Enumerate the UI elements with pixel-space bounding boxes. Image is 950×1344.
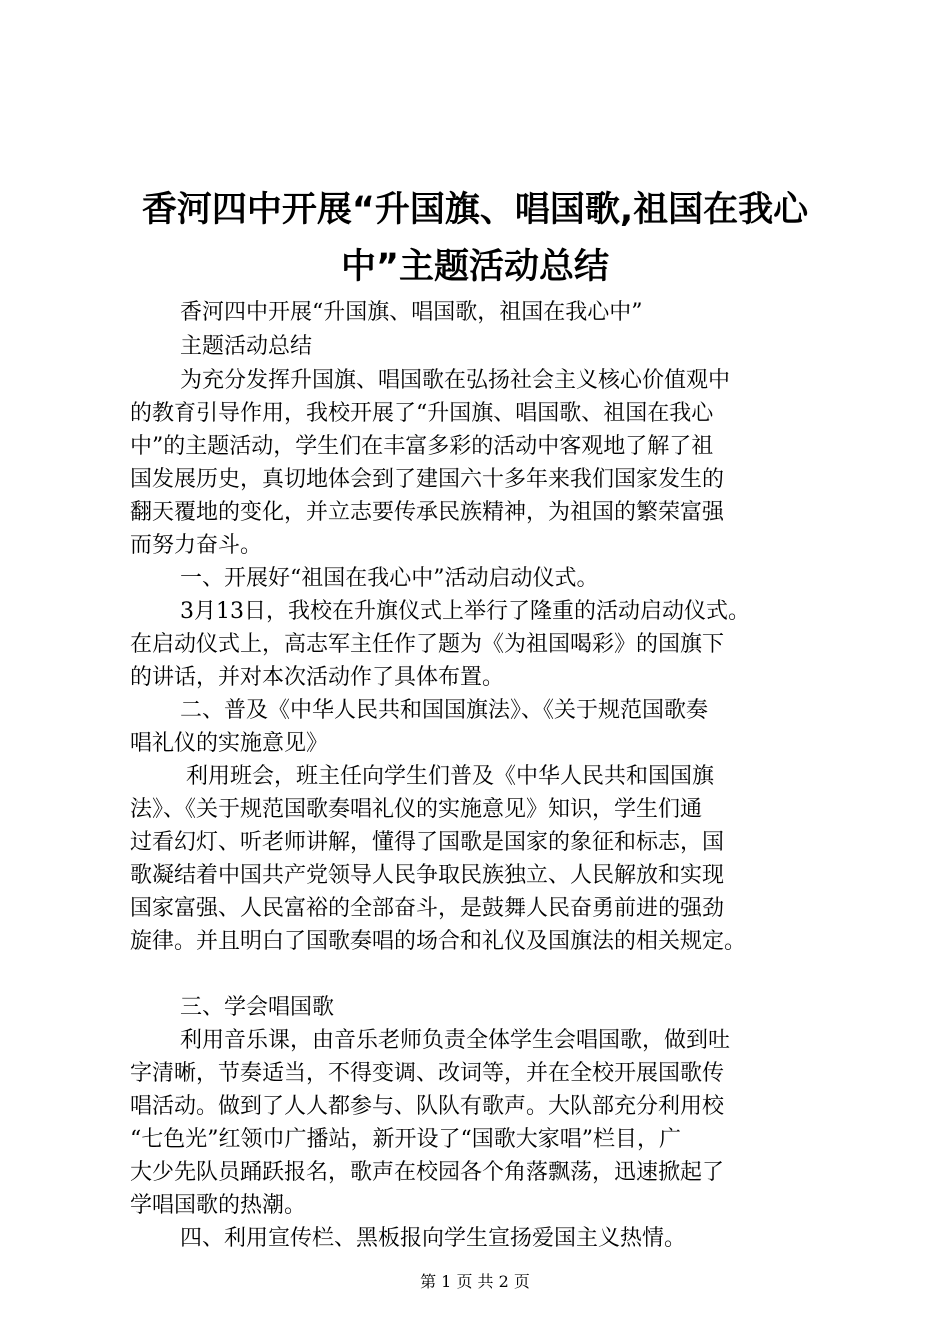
body-line: 过看幻灯、听老师讲解，懂得了国歌是国家的象征和标志，国 [130, 830, 725, 855]
body-line: 旋律。并且明白了国歌奏唱的场合和礼仪及国旗法的相关规定。 [130, 929, 747, 954]
body-line: 学唱国歌的热潮。 [130, 1193, 307, 1218]
body-line: 的教育引导作用，我校开展了“升国旗、唱国歌、祖国在我心 [130, 401, 714, 426]
subtitle-line-2: 主题活动总结 [180, 334, 313, 359]
document-title-line-2: 中”主题活动总结 [340, 247, 609, 287]
body-line: 利用班会，班主任向学生们普及《中华人民共和国国旗 [186, 764, 715, 789]
body-line: 3月13日，我校在升旗仪式上举行了隆重的活动启动仪式。 [180, 599, 750, 624]
body-line: 的讲话，并对本次活动作了具体布置。 [130, 665, 505, 690]
page-number-footer: 第 1 页 共 2 页 [420, 1272, 530, 1291]
section-heading-2-cont: 唱礼仪的实施意见》 [130, 731, 329, 756]
body-line: 唱活动。做到了人人都参与、队队有歌声。大队部充分利用校 [130, 1094, 725, 1119]
body-line: 国发展历史，真切地体会到了建国六十多年来我们国家发生的 [130, 467, 725, 492]
body-line: 中”的主题活动，学生们在丰富多彩的活动中客观地了解了祖 [130, 434, 714, 459]
body-line: 歌凝结着中国共产党领导人民争取民族独立、人民解放和实现 [130, 863, 725, 888]
body-line: 翻天覆地的变化，并立志要传承民族精神，为祖国的繁荣富强 [130, 500, 725, 525]
body-line: 大少先队员踊跃报名，歌声在校园各个角落飘荡，迅速掀起了 [130, 1160, 725, 1185]
section-heading-3: 三、学会唱国歌 [180, 995, 335, 1020]
body-line: 字清晰，节奏适当，不得变调、改词等，并在全校开展国歌传 [130, 1061, 725, 1086]
section-heading-1: 一、开展好“祖国在我心中”活动启动仪式。 [180, 566, 599, 591]
body-line: “七色光”红领巾广播站，新开设了“国歌大家唱”栏目，广 [130, 1127, 681, 1152]
section-heading-4: 四、利用宣传栏、黑板报向学生宣扬爱国主义热情。 [180, 1226, 687, 1251]
document-title-line-1: 香河四中开展“升国旗、唱国歌,祖国在我心 [141, 190, 809, 230]
body-line: 国家富强、人民富裕的全部奋斗，是鼓舞人民奋勇前进的强劲 [130, 896, 725, 921]
body-line: 在启动仪式上，高志军主任作了题为《为祖国喝彩》的国旗下 [130, 632, 725, 657]
body-line: 而努力奋斗。 [130, 533, 263, 558]
subtitle-line-1: 香河四中开展“升国旗、唱国歌，祖国在我心中” [180, 300, 643, 325]
body-line: 利用音乐课，由音乐老师负责全体学生会唱国歌，做到吐 [180, 1028, 731, 1053]
section-heading-2: 二、普及《中华人民共和国国旗法》、《关于规范国歌奏 [180, 698, 709, 723]
body-line: 为充分发挥升国旗、唱国歌在弘扬社会主义核心价值观中 [180, 368, 731, 393]
body-line: 法》、《关于规范国歌奏唱礼仪的实施意见》知识，学生们通 [130, 797, 703, 822]
